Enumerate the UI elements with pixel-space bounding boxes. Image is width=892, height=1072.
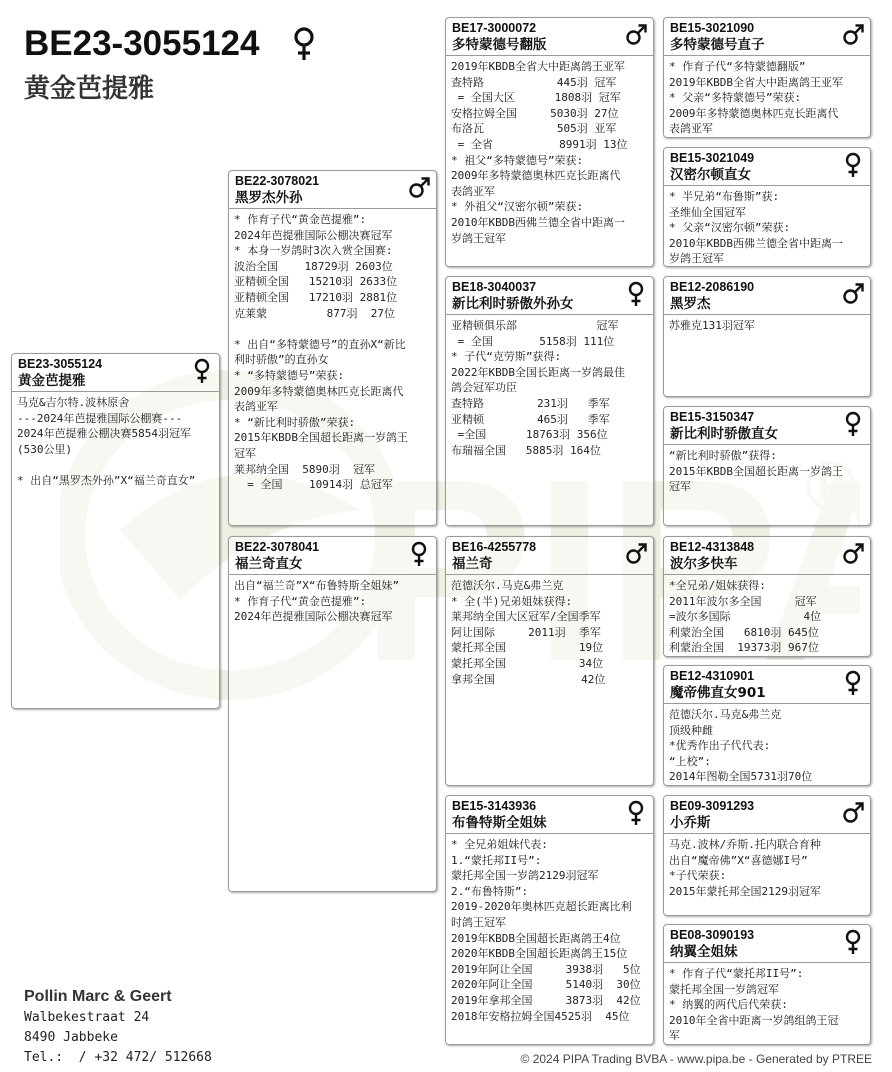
pedigree-card-dam[interactable] xyxy=(228,536,437,892)
ring-number: BE22-3078021 xyxy=(235,174,320,188)
ring-number: BE12-2086190 xyxy=(670,280,755,294)
male-icon xyxy=(842,281,864,307)
pedigree-card-ddd[interactable] xyxy=(663,924,871,1045)
pedigree-card-sire-sire[interactable] xyxy=(445,17,654,267)
pigeon-name: 黑罗杰外孙 xyxy=(235,190,303,206)
card-details: 出自“福兰奇”X“布鲁特斯全姐妹” * 作育子代“黄金芭提雅”: 2024年芭提雅国际公棚决赛冠军 xyxy=(234,579,400,624)
pedigree-card-sdd[interactable] xyxy=(663,406,871,526)
ring-number: BE08-3090193 xyxy=(670,928,755,942)
card-details: * 作育子代“多特蒙德翻版” 2019年KBDB全省大中距离鸽王亚军 * 父亲“多特蒙德号”荣获: 2009年多特蒙德奥林匹克长距离代 表鸽亚军 xyxy=(669,60,843,136)
card-details: 2019年KBDB全省大中距离鸽王亚军 查特路 445羽 冠军 = 全国大区 1808羽 冠军 安格拉姆全国 5030羽 27位 布洛瓦 505羽 亚军 = 全省 8991羽 13位 * 祖父“多特蒙德号”荣获: 2009年多特蒙德奥林匹克长距离代 表鸽亚军 * 外祖父“汉密尔顿”荣获: 2010年KBDB西佛兰德全省中距离一 岁鸽王冠军 xyxy=(451,60,628,245)
pigeon-name: 福兰奇直女 xyxy=(235,556,303,572)
pedigree-card-sds[interactable] xyxy=(663,276,871,397)
pedigree-card-ssd[interactable] xyxy=(663,147,871,267)
pigeon-name: 布鲁特斯全姐妹 xyxy=(452,815,547,831)
male-icon xyxy=(842,541,864,567)
female-icon xyxy=(625,800,647,826)
pedigree-card-sss[interactable] xyxy=(663,17,871,138)
card-details: * 作育子代“蒙托邦II号”: 蒙托邦全国一岁鸽冠军 * 纳翼的两代后代荣获: 2010年全省中距离一岁鸽组鸽王冠 军 xyxy=(669,967,839,1043)
ring-number: BE09-3091293 xyxy=(670,799,755,813)
pigeon-name: 黄金芭提雅 xyxy=(18,373,86,389)
card-details: 范德沃尔.马克&弗兰克 顶级种雌 *优秀作出子代代表: “上校”: 2014年图勒全国5731羽70位 xyxy=(669,708,813,784)
female-icon xyxy=(290,26,318,62)
page-title-name: 黄金芭提雅 xyxy=(24,74,155,104)
male-icon xyxy=(408,175,430,201)
male-icon xyxy=(625,541,647,567)
ring-number: BE15-3143936 xyxy=(452,799,537,813)
ring-number: BE18-3040037 xyxy=(452,280,537,294)
pigeon-name: 多特蒙德号直子 xyxy=(670,37,765,53)
ring-number: BE12-4310901 xyxy=(670,669,755,683)
pigeon-name: 福兰奇 xyxy=(452,556,493,572)
male-icon xyxy=(842,22,864,48)
pedigree-card-dds[interactable] xyxy=(663,795,871,916)
pedigree-card-dam-dam[interactable] xyxy=(445,795,654,1045)
ring-number: BE23-3055124 xyxy=(18,357,103,371)
female-icon xyxy=(842,929,864,955)
card-details: * 作育子代“黄金芭提雅”: 2024年芭提雅国际公棚决赛冠军 * 本身一岁鸽时3次入赏全国赛: 波治全国 18729羽 2603位 亚精顿全国 15210羽 2633位 亚精顿全国 17210羽 2881位 克莱蒙 877羽 27位 * 出自“多特蒙德号”的直孙X“新比 利时骄傲”的直孙女 * “多特蒙德号”荣获: 2009年多特蒙德奥林匹克长距离代 表鸽亚军 * “新比利时骄傲”荣获: 2015年KBDB全国超长距离一岁鸽王 冠军 莱邦纳全国 5890羽 冠军 = 全国 10914羽 总冠军 xyxy=(234,213,408,492)
ring-number: BE22-3078041 xyxy=(235,540,320,554)
card-details: * 全兄弟姐妹代表: 1.“蒙托邦II号”: 蒙托邦全国一岁鸽2129羽冠军 2.“布鲁特斯”: 2019-2020年奥林匹克超长距离比利 时鸽王冠军 2019年KBDB全国超长距离鸽王4位 2020年KBDB全国超长距离鸽王15位 2019年阿让全国 3938羽 5位 2020年阿让全国 5140羽 30位 2019年拿邦全国 3873羽 42位 2018年安格拉姆全国4525羽 45位 xyxy=(451,838,641,1023)
card-details: 苏雅克131羽冠军 xyxy=(669,319,755,332)
pigeon-name: 波尔多快车 xyxy=(670,556,738,572)
pigeon-name: 黑罗杰 xyxy=(670,296,711,312)
female-icon xyxy=(842,152,864,178)
card-details: “新比利时骄傲”获得: 2015年KBDB全国超长距离一岁鸽王 冠军 xyxy=(669,449,843,494)
owner-name: Pollin Marc & Geert xyxy=(24,988,172,1005)
card-details: 亚精顿俱乐部 冠军 = 全国 5158羽 111位 * 子代“克劳斯”获得: 2022年KBDB全国长距离一岁鸽最佳 鸽会冠军功臣 查特路 231羽 季军 亚精顿 465羽 季军 =全国 18763羽 356位 布瑞福全国 5885羽 164位 xyxy=(451,319,625,457)
pigeon-name: 新比利时骄傲直女 xyxy=(670,426,778,442)
pedigree-card-sire-dam[interactable] xyxy=(445,276,654,526)
card-details: 马克&吉尔特.波林原舍 ---2024年芭提雅国际公棚赛--- 2024年芭提雅公棚决赛5854羽冠军 (530公里) * 出自“黑罗杰外孙”X“福兰奇直女” xyxy=(17,396,196,487)
ring-number: BE15-3150347 xyxy=(670,410,755,424)
ring-number: BE15-3021090 xyxy=(670,21,755,35)
pedigree-card-sire[interactable] xyxy=(228,170,437,526)
pigeon-name: 魔帝佛直女901 xyxy=(670,685,766,701)
pedigree-card-subject[interactable] xyxy=(11,353,220,709)
footer-copyright: © 2024 PIPA Trading BVBA - www.pipa.be - Generated by PTREE xyxy=(520,1052,872,1066)
owner-phone: Tel.: / +32 472/ 512668 xyxy=(24,1050,212,1065)
card-details: *全兄弟/姐妹获得: 2011年波尔多全国 冠军 =波尔多国际 4位 利蒙治全国 6810羽 645位 利蒙治全国 19373羽 967位 xyxy=(669,579,822,655)
pigeon-name: 新比利时骄傲外孙女 xyxy=(452,296,574,312)
female-icon xyxy=(625,281,647,307)
pigeon-name: 纳翼全姐妹 xyxy=(670,944,738,960)
ring-number: BE12-4313848 xyxy=(670,540,755,554)
male-icon xyxy=(625,22,647,48)
ring-number: BE16-4255778 xyxy=(452,540,537,554)
card-details: * 半兄弟“布鲁斯”获: 圣维仙全国冠军 * 父亲“汉密尔顿”荣获: 2010年KBDB西佛兰德全省中距离一 岁鸽王冠军 xyxy=(669,190,843,266)
female-icon xyxy=(842,670,864,696)
female-icon xyxy=(191,358,213,384)
owner-block xyxy=(24,986,212,1068)
female-icon xyxy=(408,541,430,567)
card-details: 马克.波林/乔斯.托内联合育种 出自“魔帝佛”X“喜德娜I号” *子代荣获: 2015年蒙托邦全国2129羽冠军 xyxy=(669,838,821,898)
pigeon-name: 多特蒙德号翻版 xyxy=(452,37,547,53)
page-title-ring: BE23-3055124 xyxy=(24,24,260,63)
pedigree-card-dam-sire[interactable] xyxy=(445,536,654,786)
pigeon-name: 汉密尔顿直女 xyxy=(670,167,751,183)
owner-street: Walbekestraat 24 xyxy=(24,1010,150,1025)
female-icon xyxy=(842,411,864,437)
ring-number: BE15-3021049 xyxy=(670,151,755,165)
ring-number: BE17-3000072 xyxy=(452,21,537,35)
pedigree-card-dsd[interactable] xyxy=(663,665,871,786)
card-details: 范德沃尔.马克&弗兰克 * 全(半)兄弟姐妹获得: 莱邦纳全国大区冠军/全国季军 阿让国际 2011羽 季军 蒙托邦全国 19位 蒙托邦全国 34位 拿邦全国 42位 xyxy=(451,579,606,686)
pigeon-name: 小乔斯 xyxy=(670,815,711,831)
owner-city: 8490 Jabbeke xyxy=(24,1030,118,1045)
male-icon xyxy=(842,800,864,826)
pedigree-card-dss[interactable] xyxy=(663,536,871,657)
